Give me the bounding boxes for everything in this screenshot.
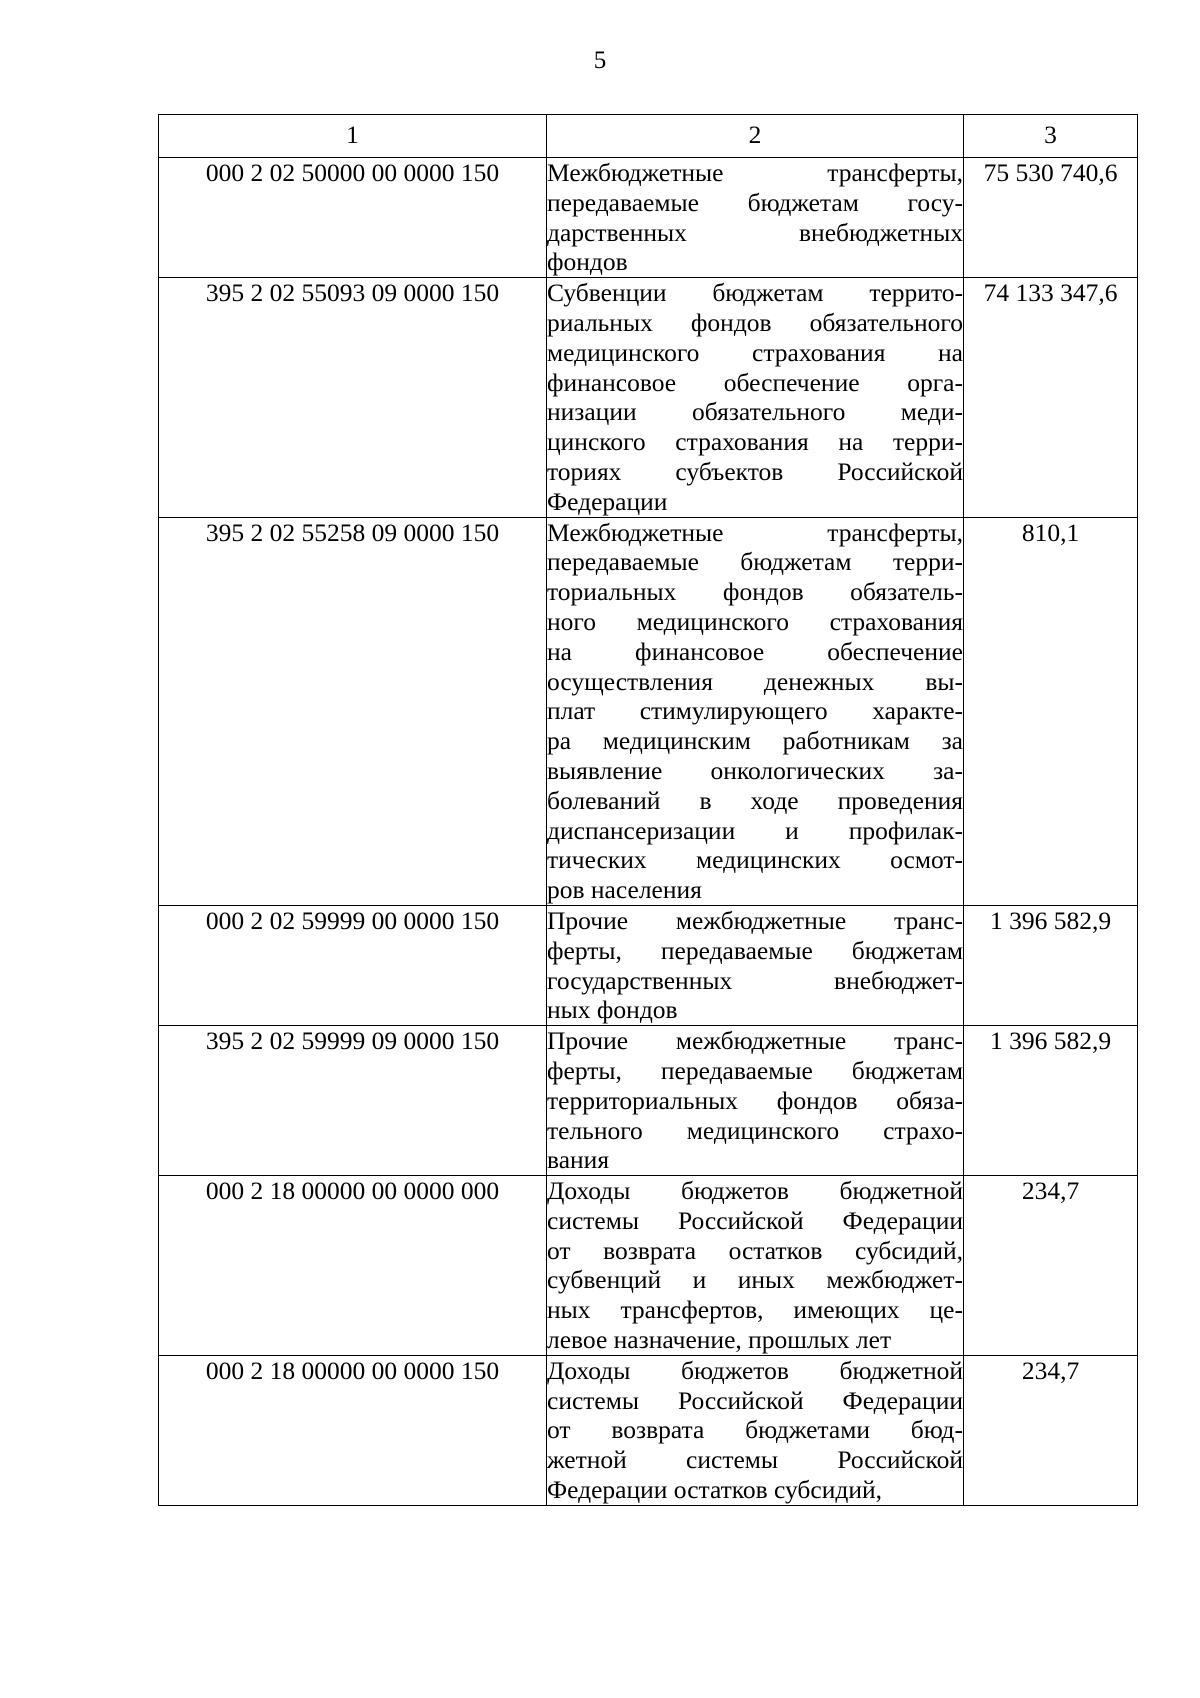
table-header [159,115,1138,158]
page-number: 5 [593,47,607,74]
description-line: Прочие межбюджетные транс- [547,905,963,935]
budget-code-cell: 395 2 02 59999 09 0000 150 [159,1026,547,1176]
description-line: Федерации остатков субсидий, [547,1475,882,1505]
description-cell [547,1355,964,1505]
table-row [159,905,1138,1025]
header-col-3: 3 [964,115,1138,158]
header-row [159,115,1138,158]
description-line: системы Российской Федерации [547,1385,963,1415]
description-line: дарственных внебюджетных [547,217,963,247]
description-line: ферты, передаваемые бюджетам [547,1055,963,1085]
budget-table [158,114,1138,1506]
amount-cell: 810,1 [964,517,1138,905]
description-line: субвенций и иных межбюджет- [547,1265,963,1295]
description-line: выявление онкологических за- [547,755,963,785]
budget-code-cell: 000 2 18 00000 00 0000 000 [159,1176,547,1356]
description-line: Доходы бюджетов бюджетной [547,1176,963,1206]
budget-code-cell: 000 2 02 50000 00 0000 150 [159,158,547,278]
amount-cell: 75 530 740,6 [964,158,1138,278]
description-line: цинского страхования на терри- [547,427,963,457]
description-line: ных трансфертов, имеющих це- [547,1295,963,1325]
description-line: медицинского страхования на [547,337,963,367]
amount-cell: 1 396 582,9 [964,905,1138,1025]
description-line: ров населения [547,875,702,905]
description-line: от возврата бюджетами бюд- [547,1415,963,1445]
description-cell [547,158,964,278]
description-line: левое назначение, прошлых лет [547,1325,892,1355]
description-line: ториях субъектов Российской [547,456,963,486]
table-row [159,158,1138,278]
description-line: низации обязательного меди- [547,397,963,427]
description-line: ториальных фондов обязатель- [547,577,963,607]
description-line: территориальных фондов обяза- [547,1085,963,1115]
description-line: Федерации [547,486,668,516]
description-line: диспансеризации и профилак- [547,815,963,845]
description-line: Межбюджетные трансферты, [547,158,963,187]
description-line: болеваний в ходе проведения [547,785,963,815]
description-line: ного медицинского страхования [547,606,963,636]
description-cell [547,517,964,905]
description-cell [547,905,964,1025]
description-line: плат стимулирующего характе- [547,696,963,726]
description-line: Доходы бюджетов бюджетной [547,1355,963,1385]
budget-code-cell: 000 2 02 59999 00 0000 150 [159,905,547,1025]
description-line: тельного медицинского страхо- [547,1115,963,1145]
amount-cell: 74 133 347,6 [964,278,1138,517]
amount-cell: 1 396 582,9 [964,1026,1138,1176]
description-cell [547,1026,964,1176]
description-line: государственных внебюджет- [547,965,963,995]
description-line: вания [547,1145,610,1175]
description-line: фондов [547,247,628,277]
budget-code-cell: 395 2 02 55093 09 0000 150 [159,278,547,517]
description-line: от возврата остатков субсидий, [547,1235,963,1265]
description-line: финансовое обеспечение орга- [547,367,963,397]
header-col-1: 1 [159,115,547,158]
description-line: осуществления денежных вы- [547,666,963,696]
table-row [159,1026,1138,1176]
description-line: жетной системы Российской [547,1445,963,1475]
description-line: ных фондов [547,995,678,1025]
table-row [159,278,1138,517]
description-cell [547,278,964,517]
description-line: передаваемые бюджетам терри- [547,547,963,577]
description-line: Прочие межбюджетные транс- [547,1026,963,1056]
description-line: на финансовое обеспечение [547,636,963,666]
description-line: ра медицинским работникам за [547,726,963,756]
description-line: риальных фондов обязательного [547,307,963,337]
description-line: системы Российской Федерации [547,1205,963,1235]
description-cell [547,1176,964,1356]
header-col-2: 2 [547,115,964,158]
table-body [159,158,1138,1506]
description-line: ферты, передаваемые бюджетам [547,935,963,965]
table-row [159,517,1138,905]
budget-code-cell: 000 2 18 00000 00 0000 150 [159,1355,547,1505]
description-line: Межбюджетные трансферты, [547,517,963,547]
description-line: передаваемые бюджетам госу- [547,187,963,217]
budget-code-cell: 395 2 02 55258 09 0000 150 [159,517,547,905]
description-line: Субвенции бюджетам террито- [547,278,963,308]
description-line: тических медицинских осмот- [547,845,963,875]
amount-cell: 234,7 [964,1176,1138,1356]
table-row [159,1176,1138,1356]
table-row [159,1355,1138,1505]
amount-cell: 234,7 [964,1355,1138,1505]
